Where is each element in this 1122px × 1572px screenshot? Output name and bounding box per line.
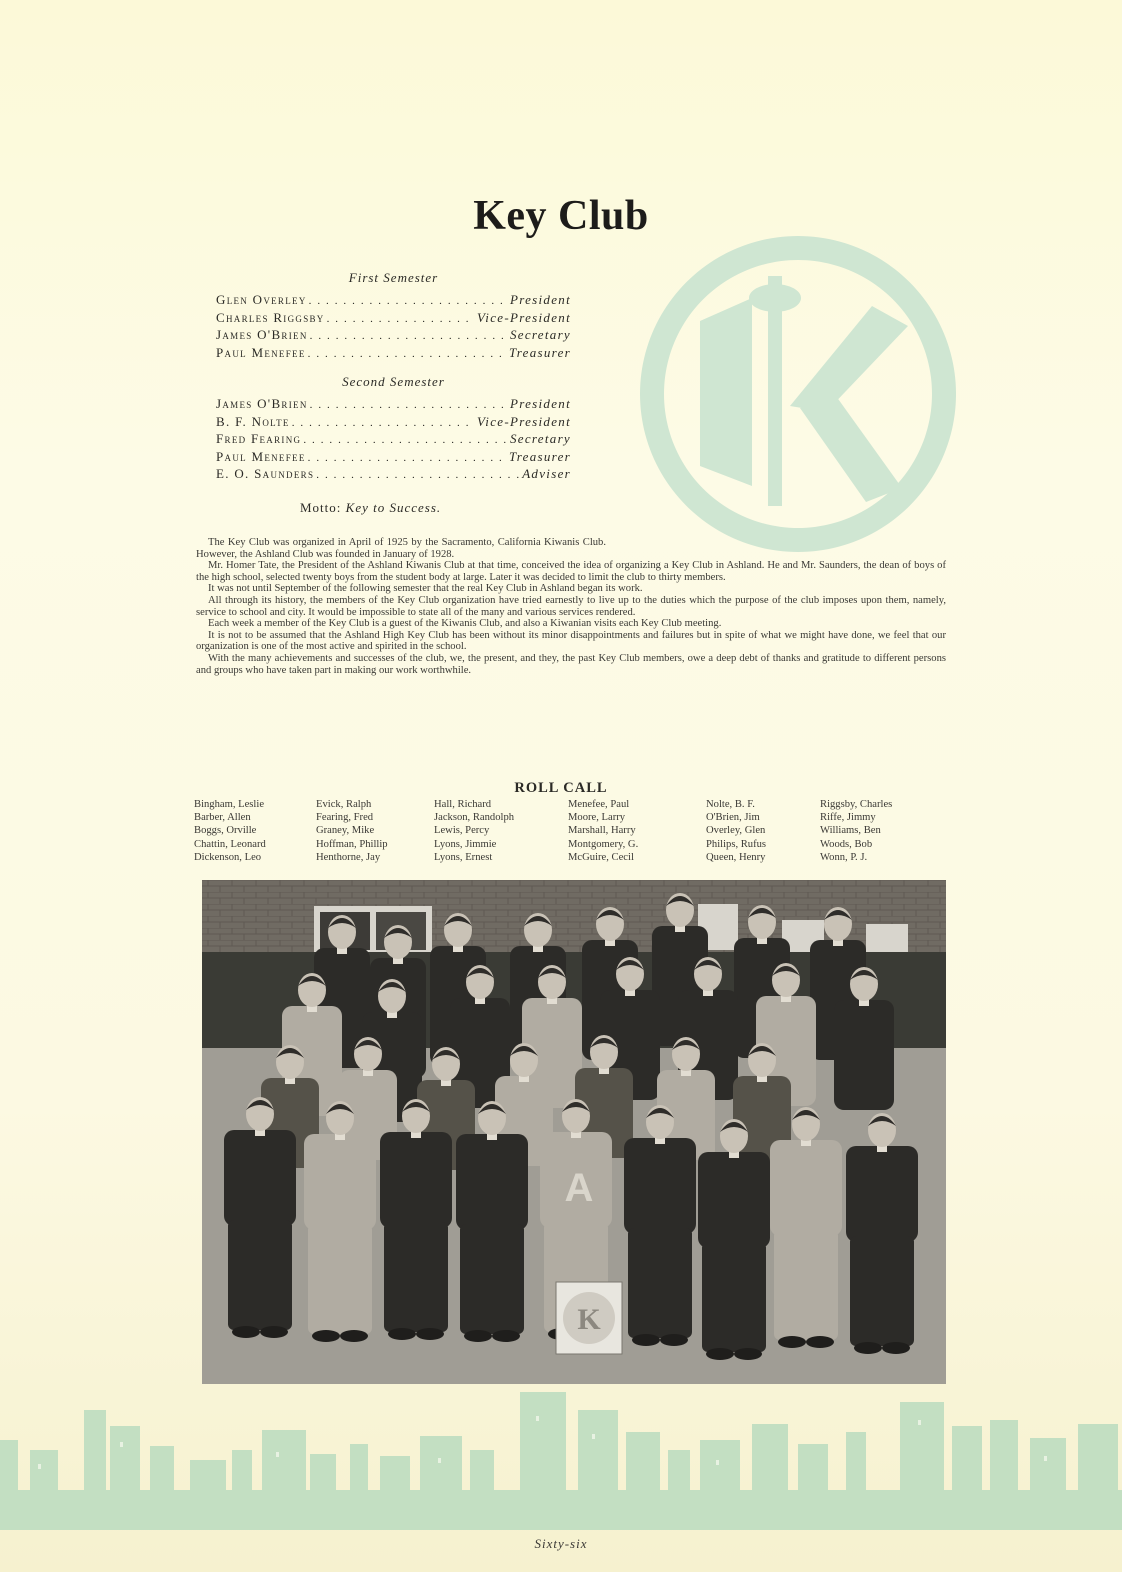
leader-dots [308, 348, 507, 360]
member-name: Barber, Allen [194, 812, 251, 824]
person-shoe [232, 1326, 260, 1338]
roll-call-column [434, 798, 514, 864]
person-legs [460, 1224, 524, 1334]
roll-call-column [316, 798, 388, 864]
officer-row [216, 449, 571, 467]
emblem-k-stem [700, 298, 752, 486]
officer-role: Treasurer [508, 448, 571, 464]
officer-row [216, 310, 571, 328]
officer-name: James O'Brien [216, 327, 308, 342]
officer-name: B. F. Nolte [216, 413, 290, 429]
member-name: Boggs, Orville [194, 825, 257, 837]
history-paragraph: It was not until September of the following semester that the real Key Club in Ashland began its work. [208, 583, 643, 595]
person-legs [228, 1220, 292, 1330]
officer-name: Paul Menefee [216, 344, 306, 360]
city-skyline-decoration [0, 1380, 1122, 1530]
officers-list [216, 270, 571, 484]
person-body [846, 1146, 918, 1242]
group-photo-image [202, 880, 946, 1384]
skyline-window [918, 1420, 921, 1425]
person-shoe [734, 1348, 762, 1360]
skyline-building [952, 1426, 982, 1530]
member-name: Montgomery, G. [568, 838, 639, 850]
skyline-window [536, 1416, 539, 1421]
leader-dots [310, 330, 508, 342]
officer-role: President [509, 292, 571, 307]
page-number: Sixty-six [534, 1536, 588, 1551]
person-shoe [492, 1330, 520, 1342]
skyline-building [1030, 1438, 1066, 1530]
member-name: Lyons, Ernest [434, 851, 493, 863]
motto-line [300, 500, 441, 516]
person-shoe [854, 1342, 882, 1354]
member-name: Marshall, Harry [568, 825, 636, 837]
officer-role: Treasurer [508, 344, 571, 360]
skyline-building [700, 1440, 740, 1530]
sign-letter: K [577, 1303, 601, 1336]
leader-dots [309, 295, 508, 307]
skyline-building [310, 1454, 336, 1530]
member-name: Evick, Ralph [316, 799, 372, 810]
roll-call-column [820, 798, 892, 864]
person-body [380, 1132, 452, 1228]
person-shoe [806, 1336, 834, 1348]
emblem-key-bow [749, 284, 801, 312]
person-shoe [464, 1330, 492, 1342]
skyline-building [420, 1436, 462, 1530]
member-name: Wonn, P. J. [820, 851, 868, 863]
person-shoe [388, 1328, 416, 1340]
member-name: Dickenson, Leo [194, 851, 262, 863]
skyline-building [0, 1440, 18, 1530]
skyline-building [990, 1420, 1018, 1530]
history-paragraph: Mr. Homer Tate, the President of the Ashland Kiwanis Club at that time, conceived the idea of organizing a Key Club in Ashland. He and Mr. Saunders, the dean of boys of the high school, selected twenty boys from the student body at large. Later it was decided to limit the club to thirty members. [196, 560, 946, 583]
emblem-k-upper-arm [790, 306, 908, 412]
skyline-window [438, 1458, 441, 1463]
person-shoe [706, 1348, 734, 1360]
member-name: Hoffman, Phillip [316, 838, 388, 850]
officer-role: Adviser [522, 466, 571, 481]
skyline-building [150, 1446, 174, 1530]
leader-dots [310, 399, 508, 411]
officer-name: Fred Fearing [216, 431, 302, 446]
skyline-building [846, 1432, 866, 1530]
history-paragraph: The Key Club was organized in April of 1925 by the Sacramento, California Kiwanis Club. However, the Ashland Club was founded in January of 1928. [196, 537, 606, 560]
skyline-window [38, 1464, 41, 1469]
club-history [196, 537, 946, 676]
member-name: Overley, Glen [706, 825, 766, 837]
officer-row [216, 414, 571, 432]
person-body [624, 1138, 696, 1234]
person-shoe [340, 1330, 368, 1342]
leader-dots [308, 452, 507, 464]
leader-dots [292, 417, 475, 429]
skyline-building [84, 1410, 106, 1530]
motto-label: Motto: [300, 500, 342, 515]
skyline-building [110, 1426, 140, 1530]
person-legs [628, 1228, 692, 1338]
officer-role: Vice-President [477, 413, 571, 429]
person-body [834, 1000, 894, 1110]
member-name: Nolte, B. F. [706, 799, 755, 810]
member-name: Riggsby, Charles [820, 799, 893, 810]
skyline-building [626, 1432, 660, 1530]
officer-name: James O'Brien [216, 396, 308, 411]
officer-row [216, 431, 571, 449]
history-paragraph: With the many achievements and successes of the club, we, the present, and they, the past Key Club members, owe a deep debt of thanks and gratitude to different persons and groups who have taken part in making our work worthwhile. [196, 652, 946, 676]
member-name: Menefee, Paul [568, 799, 630, 810]
member-name: Woods, Bob [820, 838, 873, 850]
skyline-window [276, 1452, 279, 1457]
officer-row [216, 345, 571, 363]
skyline-window [1044, 1456, 1047, 1461]
motto-value: Key to Success. [345, 500, 442, 515]
person-legs [850, 1236, 914, 1346]
officer-row [216, 396, 571, 414]
skyline-window [592, 1434, 595, 1439]
leader-dots [327, 313, 475, 325]
member-name: Hall, Richard [434, 799, 492, 810]
member-name: Lewis, Percy [434, 825, 490, 837]
leader-dots [316, 469, 520, 481]
officer-role: Secretary [509, 431, 571, 446]
person-legs [774, 1230, 838, 1340]
person-shoe [632, 1334, 660, 1346]
second-semester-heading: Second Semester [342, 374, 445, 389]
skyline-building [900, 1402, 944, 1530]
officer-name: E. O. Saunders [216, 466, 315, 481]
member-name: Moore, Larry [568, 812, 626, 824]
person-shoe [882, 1342, 910, 1354]
person-shoe [260, 1326, 288, 1338]
history-paragraph: All through its history, the members of the Key Club organization have tried earnestly to live up to the duties which the purpose of the club imposes upon them, namely, service to school and city. It would be impossible to state all of the many and various services rendered. [196, 594, 946, 618]
skyline-building [380, 1456, 410, 1530]
skyline-building [752, 1424, 788, 1530]
member-name: Queen, Henry [706, 851, 766, 863]
member-name: Chattin, Leonard [194, 838, 266, 850]
skyline-window [716, 1460, 719, 1465]
skyline-building [470, 1450, 494, 1530]
member-name: Philips, Rufus [706, 838, 767, 850]
officer-role: Vice-President [477, 309, 571, 325]
person-body [698, 1152, 770, 1248]
emblem-k-lower-arm [800, 396, 902, 502]
skyline-building [668, 1450, 690, 1530]
officer-role: President [509, 396, 571, 411]
leader-dots [303, 434, 508, 446]
person-legs [702, 1242, 766, 1352]
member-name: Williams, Ben [820, 825, 881, 837]
member-name: Fearing, Fred [316, 812, 374, 824]
skyline-building [190, 1460, 226, 1530]
person-body [456, 1134, 528, 1230]
member-name: Riffe, Jimmy [820, 812, 876, 824]
skyline-window [120, 1442, 123, 1447]
roll-call-column [194, 798, 266, 864]
emblem-shape [640, 236, 956, 552]
officer-name: Glen Overley [216, 292, 307, 307]
person-body [770, 1140, 842, 1236]
person-body [224, 1130, 296, 1226]
officer-name: Paul Menefee [216, 448, 306, 464]
history-paragraph: Each week a member of the Key Club is a guest of the Kiwanis Club, and also a Kiwanian visits each Key Club meeting. [208, 618, 722, 630]
person-shoe [416, 1328, 444, 1340]
skyline-building [578, 1410, 618, 1530]
key-club-emblem-icon [640, 236, 956, 552]
officer-name: Charles Riggsby [216, 309, 325, 325]
roll-call-column [568, 798, 638, 864]
person-legs [308, 1224, 372, 1334]
first-semester-heading: First Semester [348, 270, 439, 285]
sweater-letter: A [564, 1166, 594, 1210]
skyline-building [1078, 1424, 1118, 1530]
person-shoe [778, 1336, 806, 1348]
skyline-buildings [0, 1392, 1122, 1530]
skyline-building [30, 1450, 58, 1530]
member-name: O'Brien, Jim [706, 812, 760, 824]
skyline-building [232, 1450, 252, 1530]
person-shoe [660, 1334, 688, 1346]
member-name: Henthorne, Jay [316, 851, 381, 863]
group-photo [202, 880, 946, 1384]
roll-call-column [706, 798, 766, 864]
person-legs [384, 1222, 448, 1332]
member-name: Lyons, Jimmie [434, 838, 497, 850]
page-title: Key Club [473, 193, 649, 239]
skyline-building [262, 1430, 306, 1530]
officer-role: Secretary [509, 327, 571, 342]
skyline-building [520, 1392, 566, 1530]
member-name: McGuire, Cecil [568, 851, 634, 863]
member-name: Bingham, Leslie [194, 799, 265, 810]
officer-row [216, 466, 571, 484]
person-body [304, 1134, 376, 1230]
member-name: Graney, Mike [316, 825, 375, 837]
skyline-building [350, 1444, 368, 1530]
member-name: Jackson, Randolph [434, 812, 515, 824]
person-shoe [312, 1330, 340, 1342]
officer-row [216, 327, 571, 345]
skyline-building [798, 1444, 828, 1530]
officer-row [216, 292, 571, 310]
history-paragraph: It is not to be assumed that the Ashland High Key Club has been without its minor disappointments and failures but in spite of what we might have done, we feel that our organization is one of the most active and spirited in the school. [196, 629, 946, 653]
roll-call-title: ROLL CALL [514, 780, 608, 796]
